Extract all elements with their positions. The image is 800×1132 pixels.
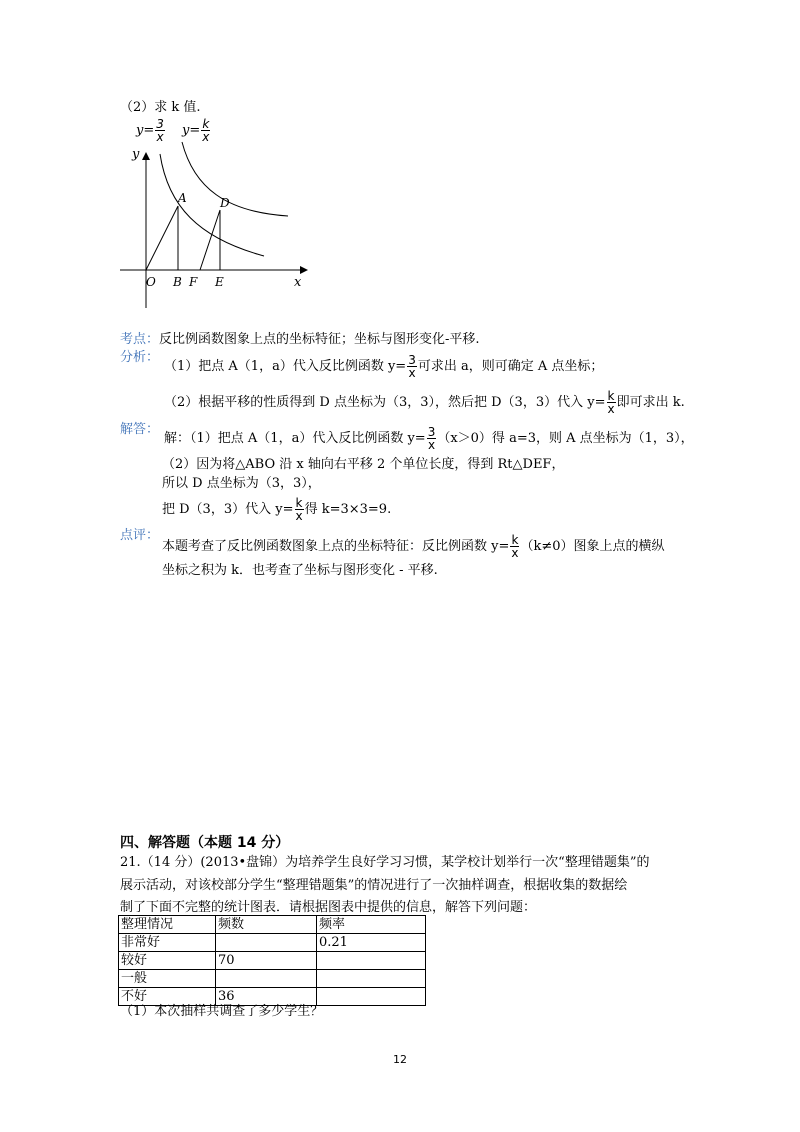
dianping-line-1: 本题考查了反比例函数图象上点的坐标特征：反比例函数 y= $\frac{k}{x}$ （k≠0）图象上点的横纵 <box>162 533 665 560</box>
jieda-tag-line <box>120 420 159 440</box>
table-header-row <box>119 916 426 934</box>
table-cell: 非常好 <box>119 934 216 952</box>
table-cell <box>317 970 426 988</box>
jieda-tag: 解答： <box>120 422 160 437</box>
part2-title: （2）求 k 值. <box>120 100 201 115</box>
jieda-line-4: 把 D（3，3）代入 y= $\frac{k}{x}$ 得 k=3×3=9. <box>162 496 392 523</box>
jieda-line-3: 所以 D 点坐标为（3，3）， <box>162 476 321 491</box>
eq2-label: y= $\frac{k}{x}$ <box>182 117 210 144</box>
table-cell: 70 <box>216 952 317 970</box>
table-header-cell: 频数 <box>216 916 317 934</box>
point-D-label: D <box>220 196 230 210</box>
table-header-cell: 整理情况 <box>119 916 216 934</box>
fenxi-line-1-content: （1）把点 A（1，a）代入反比例函数 y= $\frac{3}{x}$ 可求出 a，则可确定 A 点坐标； <box>164 353 604 380</box>
q21-line-3: 制了下面不完整的统计图表．请根据图表中提供的信息，解答下列问题： <box>120 900 537 915</box>
q21-sub1: （1）本次抽样共调查了多少学生？ <box>120 1004 324 1019</box>
dianping-tag-line <box>120 526 159 546</box>
kaodian-text: 反比例函数图象上点的坐标特征；坐标与图形变化-平移. <box>159 332 480 347</box>
segment-OA <box>146 206 178 270</box>
fenxi-line-1 <box>120 348 159 368</box>
q21-line-2: 展示活动，对该校部分学生“整理错题集”的情况进行了一次抽样调查，根据收集的数据绘 <box>120 878 628 893</box>
segment-FD <box>200 210 220 270</box>
function-graph-figure <box>118 116 318 312</box>
table-cell: 0.21 <box>317 934 426 952</box>
jieda-line-2: （2）因为将△ABO 沿 x 轴向右平移 2 个单位长度，得到 Rt△DEF， <box>162 457 565 472</box>
table-row <box>119 952 426 970</box>
table-cell: 36 <box>216 988 317 1006</box>
dianping-tag: 点评： <box>120 528 160 543</box>
page-number: 12 <box>393 1053 407 1066</box>
table-cell <box>317 988 426 1006</box>
stats-table <box>118 915 426 1006</box>
table-cell: 较好 <box>119 952 216 970</box>
dianping-line-2: 坐标之积为 k．也考查了坐标与图形变化 - 平移. <box>162 563 438 578</box>
point-A-label: A <box>178 191 187 205</box>
curve-y-3-over-x <box>160 154 264 256</box>
graph-svg <box>118 116 318 312</box>
kaodian-tag: 考点： <box>120 332 160 347</box>
table-cell: 一般 <box>119 970 216 988</box>
x-axis-label: x <box>294 275 302 290</box>
curve-y-k-over-x <box>182 142 288 216</box>
point-F-label: F <box>189 275 198 289</box>
jieda-line-1: 解：（1）把点 A（1，a）代入反比例函数 y= $\frac{3}{x}$ （x＞0）得 a=3，则 A 点坐标为（1，3）， <box>164 425 694 452</box>
table-cell: 不好 <box>119 988 216 1006</box>
table-row <box>119 934 426 952</box>
table-header-cell: 频率 <box>317 916 426 934</box>
y-axis-label: y <box>132 147 140 162</box>
point-B-label: B <box>173 275 182 289</box>
fenxi-line-2: （2）根据平移的性质得到 D 点坐标为（3，3），然后把 D（3，3）代入 y= $\frac{k}{x}$ 即可求出 k. <box>164 389 685 416</box>
x-axis-arrow <box>300 266 308 274</box>
fenxi-tag: 分析： <box>120 350 160 365</box>
section-title: 四、解答题（本题 14 分） <box>120 835 290 851</box>
y-axis-arrow <box>142 152 150 160</box>
table-row <box>119 970 426 988</box>
eq1-label: y= $\frac{3}{x}$ <box>136 117 164 144</box>
point-O-label: O <box>146 275 156 289</box>
q21-line-1: 21.（14 分）(2013•盘锦）为培养学生良好学习习惯，某学校计划举行一次“整理错题集”的 <box>120 855 650 870</box>
table-cell <box>216 970 317 988</box>
table-cell <box>317 952 426 970</box>
point-E-label: E <box>215 275 224 289</box>
kaodian-line <box>120 330 480 350</box>
table-cell <box>216 934 317 952</box>
